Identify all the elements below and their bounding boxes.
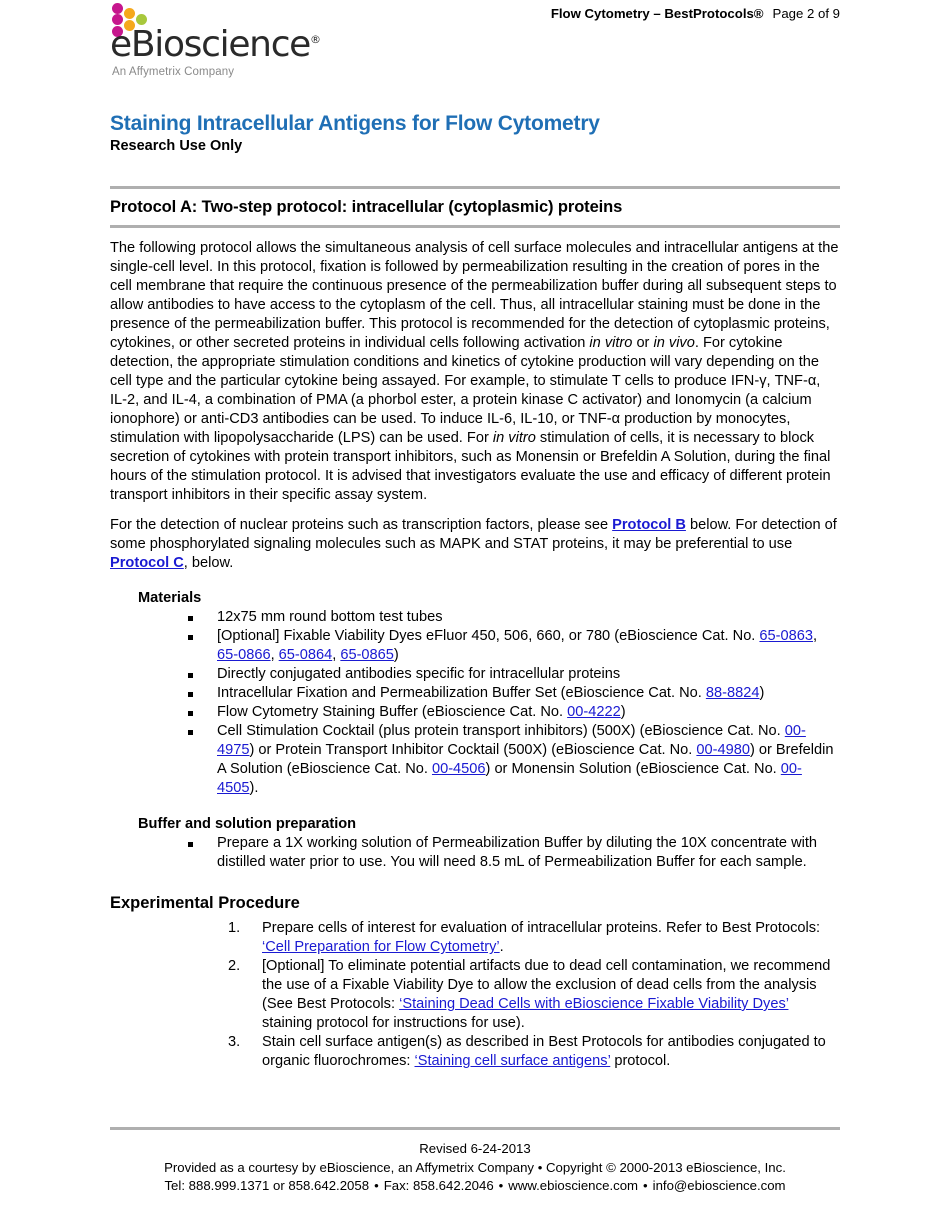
link-staining-dead-cells-protocol[interactable]: ‘Staining Dead Cells with eBioscience Fixable Viability Dyes’	[399, 995, 789, 1012]
buffer-item-1: Prepare a 1X working solution of Permeabilization Buffer by diluting the 10X concentrate with distilled water prior to use. You will need 8.5 mL of Permeabilization Buffer for each sample.	[217, 835, 818, 871]
list-item	[188, 684, 840, 703]
header-doc-series: Flow Cytometry – BestProtocols®	[550, 6, 764, 21]
intro-part-1: The following protocol allows the simultaneous analysis of cell surface molecules and intracellular antigens at the single-cell level. In this protocol, fixation is followed by permeabilization resulting in the creation of pores in the cell membrane that require the continuous presence of the permeabilization buffer during all subsequent steps to allow antibodies to have access to the cytoplasm of the cell. Thus, all intracellular staining must be done in the presence of the permeabilization buffer. This protocol is recommended for the detection of cytoplasmic proteins, cytokines, or other secreted proteins in individual cells following activation	[110, 240, 839, 351]
page-title: Staining Intracellular Antigens for Flow Cytometry	[110, 112, 600, 135]
list-item	[188, 722, 840, 798]
link-cat-65-0863[interactable]: 65-0863	[759, 628, 813, 645]
materials-list	[110, 608, 840, 798]
intro-paragraph	[110, 239, 840, 505]
link-cat-00-4505[interactable]: 00-4505	[217, 761, 802, 797]
footer-separator-3: •	[643, 1178, 648, 1194]
footer-revised-date: Revised 6-24-2013	[419, 1140, 531, 1156]
materials-item-2-sep-2: ,	[270, 647, 279, 664]
section-heading-protocol-a: Protocol A: Two-step protocol: intracellular (cytoplasmic) proteins	[110, 198, 623, 216]
list-item	[188, 834, 840, 872]
materials-item-5-text: Flow Cytometry Staining Buffer (eBioscience Cat. No.	[217, 704, 568, 721]
footer-separator-1: •	[374, 1178, 379, 1194]
materials-item-2-text: [Optional] Fixable Viability Dyes eFluor 450, 506, 660, or 780 (eBioscience Cat. No.	[217, 628, 760, 645]
section-divider-bottom	[110, 225, 840, 228]
header-meta	[551, 6, 840, 21]
materials-item-6-post: ).	[249, 780, 259, 797]
link-cat-65-0864[interactable]: 65-0864	[278, 647, 333, 664]
footer-contact	[110, 1177, 840, 1196]
heading-experimental-procedure: Experimental Procedure	[110, 894, 300, 913]
materials-item-3: Directly conjugated antibodies specific for intracellular proteins	[217, 666, 621, 683]
document-footer	[110, 1127, 840, 1196]
procedure-step-list	[110, 919, 840, 1071]
materials-item-5-post: )	[620, 704, 626, 721]
logo-wordmark-text: eBioscience	[110, 24, 311, 65]
footer-tel: Tel: 888.999.1371 or 858.642.2058	[164, 1178, 370, 1194]
footer-email: info@ebioscience.com	[652, 1178, 786, 1194]
link-protocol-b[interactable]: Protocol B	[612, 516, 686, 533]
footer-fax: Fax: 858.642.2046	[383, 1178, 494, 1194]
footer-divider	[110, 1127, 840, 1130]
materials-item-6-mid-1: ) or Protein Transport Inhibitor Cocktail (500X) (eBioscience Cat. No.	[249, 742, 697, 759]
document-header	[110, 0, 840, 78]
intro-italic-2: in vivo	[653, 334, 695, 351]
intro-part-3: . For cytokine detection, the appropriate stimulation conditions and kinetics of cytokine production will vary depending on the cell type and the particular cytokine being assayed. For example, to stimulate T cells to produce IFN-γ, TNF-α, IL-2, and IL-4, a combination of PMA (a phorbol ester, a protein kinase C activator) and Ionomycin (a calcium ionophore) or anti-CD3 antibodies can be used. To induce IL-6, IL-10, or TNF-α production by monocytes, stimulation with lipopolysaccharide (LPS) can be used. For	[110, 334, 821, 446]
header-page-number: Page 2 of 9	[772, 6, 840, 21]
logo-dot-magenta-1	[112, 3, 123, 14]
link-cat-88-8824[interactable]: 88-8824	[705, 685, 760, 702]
registered-mark-icon: ®	[310, 33, 322, 46]
logo-tagline: An Affymetrix Company	[112, 66, 235, 78]
link-cat-00-4506[interactable]: 00-4506	[431, 761, 486, 778]
footer-website: www.ebioscience.com	[508, 1178, 639, 1194]
link-protocol-c[interactable]: Protocol C	[110, 554, 184, 571]
subheading-buffer-prep: Buffer and solution preparation	[138, 816, 357, 833]
materials-item-2-post: )	[393, 647, 399, 664]
subheading-materials: Materials	[138, 590, 202, 607]
link-staining-cell-surface-antigens-protocol[interactable]: ‘Staining cell surface antigens’	[414, 1052, 611, 1069]
list-item	[188, 665, 840, 684]
intro-italic-3: in vitro	[492, 429, 536, 446]
step-3-post: protocol.	[610, 1052, 671, 1069]
link-cat-00-4975[interactable]: 00-4975	[217, 723, 806, 759]
materials-item-6-mid-2: ) or Brefeldin A Solution (eBioscience Cat. No.	[217, 742, 834, 778]
list-item	[228, 1033, 840, 1071]
intro-part-4: stimulation of cells, it is necessary to block secretion of cytokines with protein transport inhibitors, such as Monensin or Brefeldin A Solution, during the final hours of the stimulation protocol. It is advised that investigators evaluate the use and efficacy of different protein transport inhibitors in their specific assay system.	[110, 429, 831, 503]
list-item	[188, 703, 840, 722]
link-cell-preparation-protocol[interactable]: ‘Cell Preparation for Flow Cytometry’	[262, 939, 500, 956]
list-item	[228, 919, 840, 957]
materials-item-1: 12x75 mm round bottom test tubes	[217, 609, 443, 626]
footer-separator-2: •	[498, 1178, 504, 1194]
section-divider-top	[110, 186, 840, 189]
list-item	[188, 627, 840, 665]
logo-wordmark	[110, 24, 321, 65]
materials-item-4-text: Intracellular Fixation and Permeabilization Buffer Set (eBioscience Cat. No.	[217, 685, 706, 702]
logo-dot-orange-1	[124, 8, 135, 19]
materials-item-6-text: Cell Stimulation Cocktail (plus protein transport inhibitors) (500X) (eBioscience Cat. No.	[217, 723, 785, 740]
materials-item-6-mid-3: ) or Monensin Solution (eBioscience Cat. No.	[485, 761, 781, 778]
crossref-part-3: , below.	[183, 554, 234, 571]
link-cat-65-0865[interactable]: 65-0865	[340, 647, 394, 664]
step-1-text: Prepare cells of interest for evaluation of intracellular proteins. Refer to Best Protocols:	[262, 920, 821, 937]
step-2-text: [Optional] To eliminate potential artifacts due to dead cell contamination, we recommend the use of a Fixable Viability Dye to allow the exclusion of dead cells from the analysis (See Best Protocols:	[262, 958, 831, 1012]
materials-item-4-post: )	[759, 685, 765, 702]
link-cat-00-4980[interactable]: 00-4980	[696, 742, 750, 759]
buffer-prep-list	[110, 834, 840, 872]
crossref-part-1: For the detection of nuclear proteins such as transcription factors, please see	[110, 516, 613, 533]
intro-part-2: or	[632, 334, 654, 351]
materials-item-2-sep-1: ,	[812, 628, 818, 645]
footer-copyright: Provided as a courtesy by eBioscience, an Affymetrix Company • Copyright © 2000-2013 eBioscience, Inc.	[164, 1159, 786, 1175]
step-3-text: Stain cell surface antigen(s) as described in Best Protocols for antibodies conjugated to organic fluorochromes:	[262, 1033, 826, 1069]
crossref-part-2: below. For detection of some phosphorylated signaling molecules such as MAPK and STAT proteins, it may be preferential to use	[110, 516, 837, 552]
step-2-post: staining protocol for instructions for use).	[262, 1014, 525, 1031]
link-cat-65-0866[interactable]: 65-0866	[217, 647, 271, 664]
list-item	[188, 608, 840, 627]
page-subtitle: Research Use Only	[110, 138, 243, 154]
crossref-paragraph	[110, 516, 840, 573]
intro-italic-1: in vitro	[589, 334, 633, 351]
link-cat-00-4222[interactable]: 00-4222	[567, 704, 621, 721]
materials-item-2-sep-3: ,	[332, 647, 341, 664]
list-item	[228, 957, 840, 1033]
step-1-post: .	[499, 939, 504, 956]
